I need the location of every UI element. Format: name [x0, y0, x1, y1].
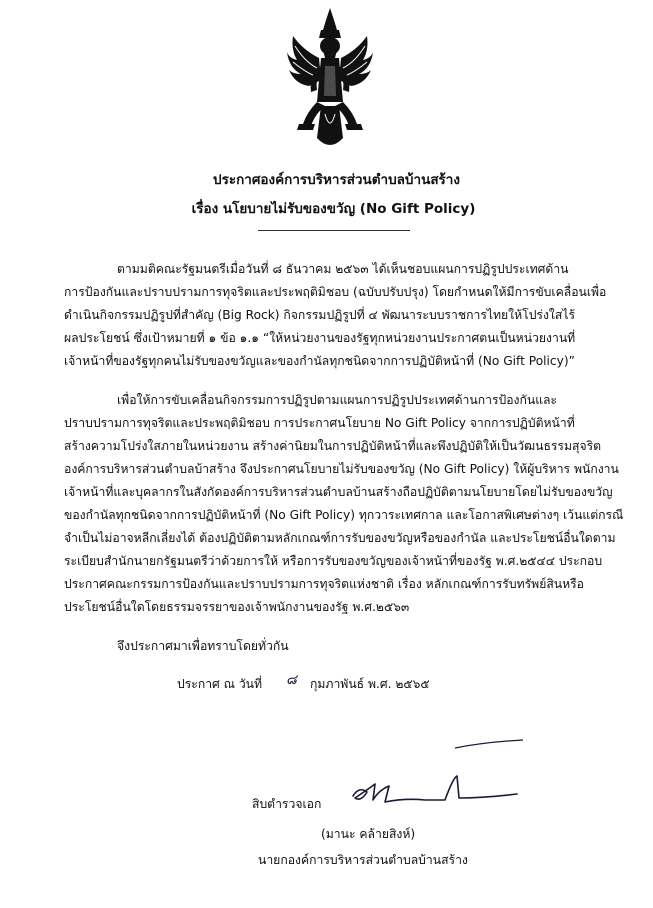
paragraph-line: เจ้าหน้าที่ของรัฐทุกคนไม่รับของขวัญและของกำนัลทุกชนิดจากการปฏิบัติหน้าที่ (No Gift Policy)”	[64, 354, 575, 368]
paragraph-line: ผลประโยชน์ ซึ่งเป้าหมายที่ ๑ ข้อ ๑.๑ “ให้หน่วยงานของรัฐทุกหน่วยงานประกาศตนเป็นหน่วยงานที่	[64, 331, 576, 345]
announcement-subject: เรื่อง นโยบายไม่รับของขวัญ (No Gift Policy)	[191, 201, 476, 217]
title-divider	[258, 230, 410, 231]
paragraph-line: จำเป็นไม่อาจหลีกเลี่ยงได้ ต้องปฏิบัติตามหลักเกณฑ์การรับของขวัญหรือของกำนัล และประโยชน์อื่นใดตาม	[64, 531, 616, 545]
announcement-date-prefix: ประกาศ ณ วันที่	[177, 677, 263, 691]
paragraph-line: ตามมติคณะรัฐมนตรีเมื่อวันที่ ๘ ธันวาคม ๒๕๖๓ ได้เห็นชอบแผนการปฏิรูปประเทศด้าน	[117, 262, 569, 276]
signer-rank: สิบตำรวจเอก	[252, 797, 322, 811]
signer-position: นายกองค์การบริหารส่วนตำบลบ้านสร้าง	[258, 853, 468, 867]
paragraph-line: ประโยชน์อื่นใดโดยธรรมจรรยาของเจ้าพนักงานของรัฐ พ.ศ.๒๕๖๓	[64, 600, 410, 614]
announcement-date-rest: กุมภาพันธ์ พ.ศ. ๒๕๖๕	[310, 677, 430, 691]
paragraph-line: องค์การบริหารส่วนตำบลบ้าสร้าง จึงประกาศนโยบายไม่รับของขวัญ (No Gift Policy) ให้ผู้บริหาร พนักงาน	[64, 462, 619, 476]
handwritten-signature	[345, 738, 525, 813]
paragraph-line: การป้องกันและปราบปรามการทุจริตและประพฤติมิชอบ (ฉบับปรับปรุง) โดยกำหนดให้มีการขับเคลื่อนเพื่อ	[64, 285, 607, 299]
paragraph-line: สร้างความโปร่งใสภายในหน่วยงาน สร้างค่านิยมในการปฏิบัติหน้าที่และพึงปฏิบัติให้เป็นวัฒนธรรมสุจริต	[64, 439, 602, 453]
paragraph-line: ระเบียบสำนักนายกรัฐมนตรีว่าด้วยการให้ หรือการรับของขวัญของเจ้าหน้าที่ของรัฐ พ.ศ.๒๕๔๔ ประกอบ	[64, 554, 603, 568]
announcement-title: ประกาศองค์การบริหารส่วนตำบลบ้านสร้าง	[213, 172, 460, 188]
paragraph-line: ของกำนัลทุกชนิดจากการปฏิบัติหน้าที่ (No Gift Policy) ทุกวาระเทศกาล และโอกาสพิเศษต่างๆ เว้นแต่กรณี	[64, 508, 624, 522]
announcement-date-day: ๘	[286, 672, 297, 688]
garuda-emblem-icon	[285, 6, 375, 154]
paragraph-line: ดำเนินกิจกรรมปฏิรูปที่สำคัญ (Big Rock) กิจกรรมปฏิรูปที่ ๔ พัฒนาระบบราชการไทยให้โปร่งใสไร้	[64, 308, 575, 322]
paragraph-line: เพื่อให้การขับเคลื่อนกิจกรรมการปฏิรูปตามแผนการปฏิรูปประเทศด้านการป้องกันและ	[117, 393, 558, 407]
signer-name: (มานะ คล้ายสิงห์)	[321, 827, 416, 841]
closing-statement: จึงประกาศมาเพื่อทราบโดยทั่วกัน	[117, 639, 289, 653]
paragraph-line: เจ้าหน้าที่และบุคลากรในสังกัดองค์การบริหารส่วนตำบลบ้านสร้างถือปฏิบัติตามนโยบายโดยไม่รับของขวัญ	[64, 485, 613, 499]
paragraph-line: ปราบปรามการทุจริตและประพฤติมิชอบ การประกาศนโยบาย No Gift Policy จากการปฏิบัติหน้าที่	[64, 416, 575, 430]
paragraph-line: ประกาศคณะกรรมการป้องกันและปราบปรามการทุจริตแห่งชาติ เรื่อง หลักเกณฑ์การรับทรัพย์สินหรือ	[64, 577, 585, 591]
